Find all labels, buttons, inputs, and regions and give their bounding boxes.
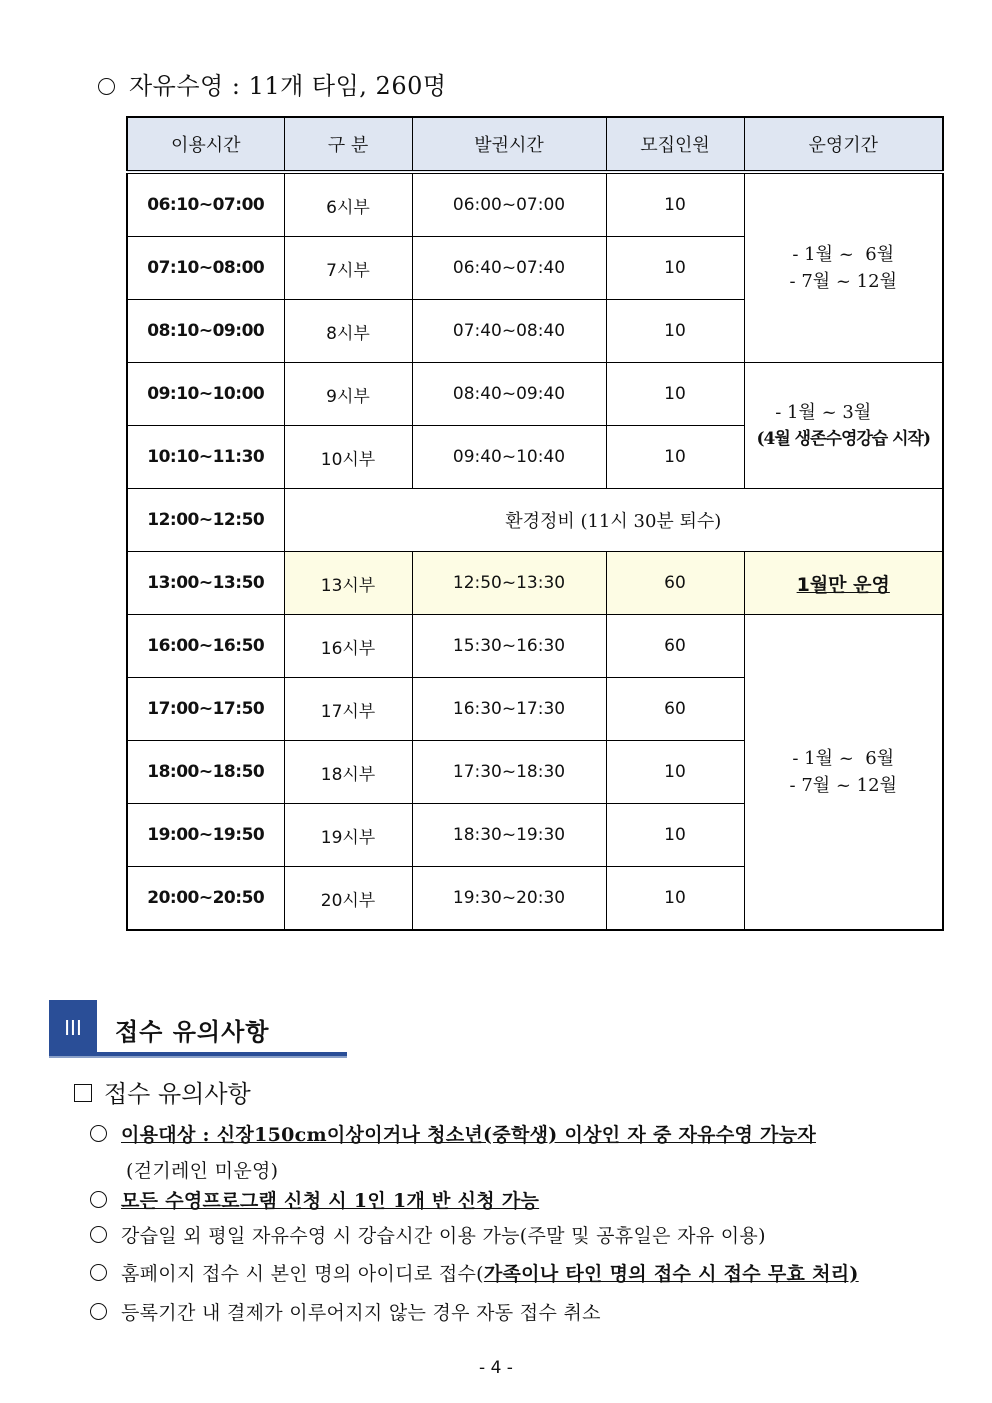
time-cell: 06:10~07:00	[127, 172, 284, 237]
period-cell	[744, 363, 943, 489]
ticket-time-cell: 06:40~07:40	[412, 237, 606, 300]
capacity-cell: 10	[606, 363, 744, 426]
list-item	[90, 1259, 859, 1286]
capacity-cell: 10	[606, 426, 744, 489]
period-line: - 1월 ~ 3월	[775, 401, 872, 423]
circle-bullet-icon	[90, 1125, 107, 1142]
section-title: 접수 유의사항	[115, 1018, 270, 1046]
capacity-cell: 10	[606, 300, 744, 363]
note-text: 등록기간 내 결제가 이루어지지 않는 경우 자동 접수 취소	[121, 1302, 601, 1324]
period-note: 1월만 운영	[796, 573, 890, 596]
time-cell: 18:00~18:50	[127, 741, 284, 804]
time-cell: 08:10~09:00	[127, 300, 284, 363]
table-row	[127, 552, 943, 615]
table-row	[127, 489, 943, 552]
header-cell: 모집인원	[606, 117, 744, 172]
capacity-cell: 10	[606, 804, 744, 867]
time-cell: 12:00~12:50	[127, 489, 284, 552]
header-cell: 운영기간	[744, 117, 943, 172]
time-cell: 13:00~13:50	[127, 552, 284, 615]
period-cell	[744, 172, 943, 363]
circle-bullet-icon	[90, 1191, 107, 1208]
note-text: 강습일 외 평일 자유수영 시 강습시간 이용 가능(주말 및 공휴일은 자유 이용)	[121, 1225, 766, 1247]
period-line: - 1월 ~ 6월	[792, 748, 895, 769]
division-cell: 10시부	[284, 426, 412, 489]
capacity-cell: 10	[606, 172, 744, 237]
time-cell: 16:00~16:50	[127, 615, 284, 678]
division-cell: 7시부	[284, 237, 412, 300]
ticket-time-cell: 06:00~07:00	[412, 172, 606, 237]
header-cell: 발권시간	[412, 117, 606, 172]
header-cell: 이용시간	[127, 117, 284, 172]
table-row	[127, 615, 943, 678]
maintenance-cell: 환경정비 (11시 30분 퇴수)	[284, 489, 943, 552]
ticket-time-cell: 08:40~09:40	[412, 363, 606, 426]
division-cell: 6시부	[284, 172, 412, 237]
ticket-time-cell: 19:30~20:30	[412, 867, 606, 931]
subheading-text: 접수 유의사항	[104, 1080, 251, 1108]
ticket-time-cell: 09:40~10:40	[412, 426, 606, 489]
intro-line	[98, 66, 447, 101]
period-line: - 7월 ~ 12월	[789, 775, 897, 796]
ticket-time-cell: 16:30~17:30	[412, 678, 606, 741]
division-cell: 20시부	[284, 867, 412, 931]
subheading	[74, 1074, 251, 1109]
period-line: - 1월 ~ 6월	[792, 244, 895, 265]
section-heading	[49, 1000, 347, 1056]
division-cell: 13시부	[284, 552, 412, 615]
note-emphasis: 가족이나 타인 명의 접수 시 접수 무효 처리)	[483, 1263, 859, 1285]
schedule-table	[126, 116, 944, 931]
ticket-time-cell: 07:40~08:40	[412, 300, 606, 363]
capacity-cell: 10	[606, 237, 744, 300]
header-cell: 구 분	[284, 117, 412, 172]
time-cell: 19:00~19:50	[127, 804, 284, 867]
division-cell: 8시부	[284, 300, 412, 363]
division-cell: 16시부	[284, 615, 412, 678]
note-text: 이용대상 : 신장150cm이상이거나 청소년(중학생) 이상인 자 중 자유수영 가능자	[121, 1124, 817, 1146]
note-text: (걷기레인 미운영)	[126, 1160, 279, 1182]
note-text: 모든 수영프로그램 신청 시 1인 1개 반 신청 가능	[121, 1190, 540, 1212]
period-line: - 7월 ~ 12월	[789, 271, 897, 292]
page-number: - 4 -	[479, 1358, 513, 1378]
list-item	[90, 1120, 816, 1147]
circle-bullet-icon	[90, 1264, 107, 1281]
period-cell	[744, 552, 943, 615]
division-cell: 17시부	[284, 678, 412, 741]
capacity-cell: 10	[606, 867, 744, 931]
time-cell: 07:10~08:00	[127, 237, 284, 300]
list-item	[90, 1221, 766, 1248]
note-text: 홈페이지 접수 시 본인 명의 아이디로 접수(	[121, 1263, 484, 1285]
list-item	[90, 1186, 539, 1213]
ticket-time-cell: 15:30~16:30	[412, 615, 606, 678]
circle-bullet-icon	[90, 1226, 107, 1243]
ticket-time-cell: 12:50~13:30	[412, 552, 606, 615]
division-cell: 19시부	[284, 804, 412, 867]
period-cell	[744, 615, 943, 931]
table-header-row	[127, 117, 943, 172]
ticket-time-cell: 18:30~19:30	[412, 804, 606, 867]
capacity-cell: 60	[606, 615, 744, 678]
period-note: (4월 생존수영강습 시작)	[756, 428, 931, 449]
capacity-cell: 60	[606, 678, 744, 741]
time-cell: 20:00~20:50	[127, 867, 284, 931]
circle-bullet-icon	[90, 1303, 107, 1320]
section-number: III	[49, 1000, 97, 1056]
time-cell: 17:00~17:50	[127, 678, 284, 741]
intro-text: 자유수영 : 11개 타임, 260명	[129, 72, 447, 100]
time-cell: 10:10~11:30	[127, 426, 284, 489]
list-item-continuation	[126, 1156, 278, 1183]
circle-bullet-icon	[98, 78, 115, 95]
table-row	[127, 363, 943, 426]
division-cell: 9시부	[284, 363, 412, 426]
table-row	[127, 172, 943, 237]
ticket-time-cell: 17:30~18:30	[412, 741, 606, 804]
capacity-cell: 60	[606, 552, 744, 615]
square-bullet-icon	[74, 1084, 92, 1102]
capacity-cell: 10	[606, 741, 744, 804]
section-underline	[49, 1056, 347, 1058]
division-cell: 18시부	[284, 741, 412, 804]
time-cell: 09:10~10:00	[127, 363, 284, 426]
list-item	[90, 1298, 601, 1325]
